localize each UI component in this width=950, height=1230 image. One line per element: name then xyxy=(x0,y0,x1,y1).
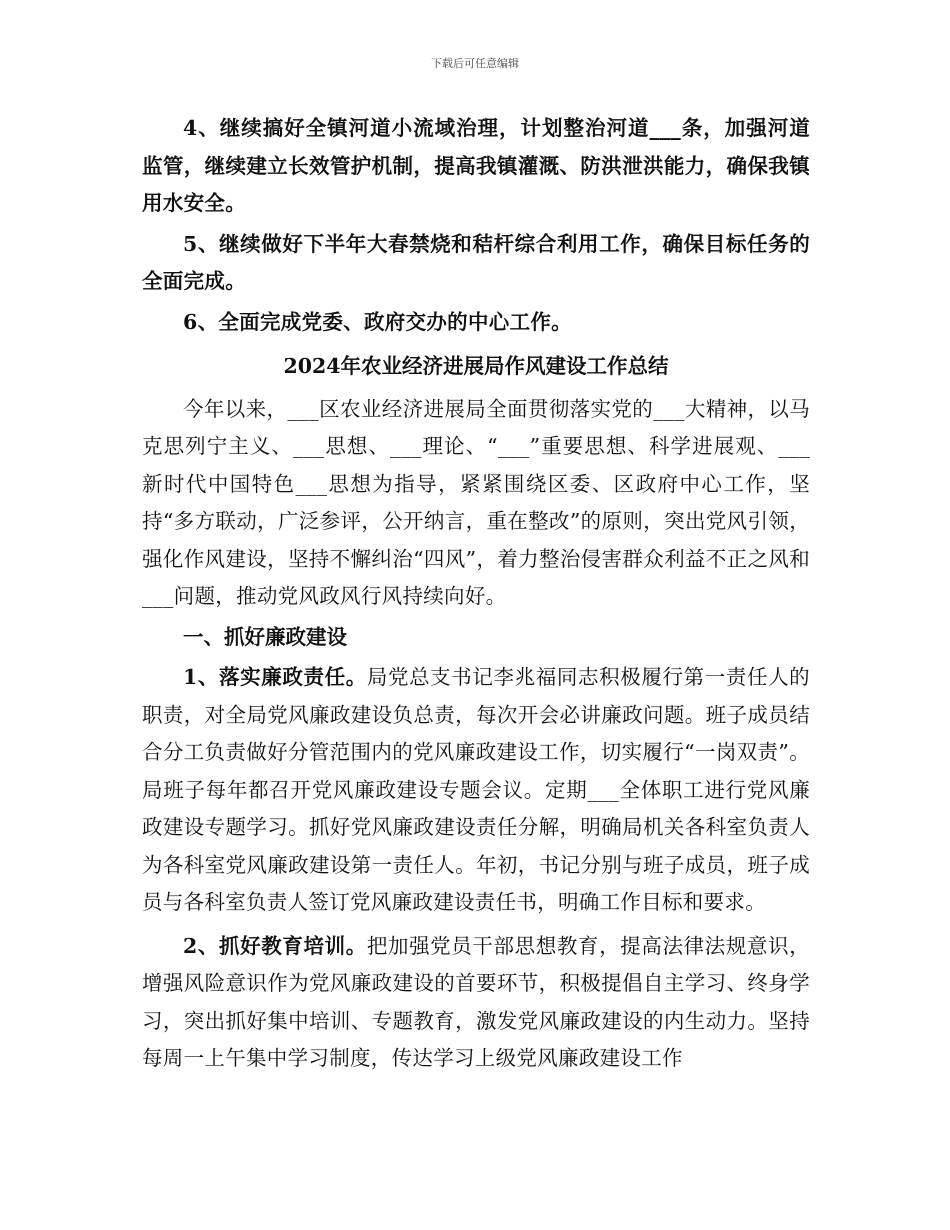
section1-item-2 xyxy=(142,928,810,1078)
section1-item-1 xyxy=(142,659,810,922)
document-body xyxy=(142,110,810,1078)
document-title: 2024年农业经济进展局作风建设工作总结 xyxy=(283,354,669,378)
section1-item-2-body: 把加强党员干部思想教育，提高法律法规意识，增强风险意识作为党风廉政建设的首要环节，积极提倡自主学习、终身学习，突出抓好集中培训、专题教育，激发党风廉政建设的内生动力。坚持每周一上午集中学习制度，传达学习上级党风廉政建设工作 xyxy=(142,933,810,1070)
intro-paragraph: 今年以来，___区农业经济进展局全面贯彻落实党的___大精神，以马克思列宁主义、___思想、___理论、“___”重要思想、科学进展观、___新时代中国特色___思想为指导，紧紧围绕区委、区政府中心工作，坚持“多方联动，广泛参评，公开纳言，重在整改”的原则，突出党风引领，强化作风建设，坚持不懈纠治“四风”，着力整治侵害群众利益不正之风和___问题，推动党风政风行风持续向好。 xyxy=(142,396,810,608)
page-header-note: 下载后可任意编辑 xyxy=(431,57,519,70)
section-heading-1: 一、抓好廉政建设 xyxy=(183,624,347,649)
list-item-5: 5、继续做好下半年大春禁烧和秸杆综合利用工作，确保目标任务的全面完成。 xyxy=(142,231,810,293)
section1-item-1-lead: 1、落实廉政责任。 xyxy=(183,665,367,689)
list-item-4: 4、继续搞好全镇河道小流域治理，计划整治河道___条，加强河道监管，继续建立长效管护机制，提高我镇灌溉、防洪泄洪能力，确保我镇用水安全。 xyxy=(142,116,810,215)
section1-item-2-lead: 2、抓好教育培训。 xyxy=(183,933,367,958)
section1-item-1-body: 局党总支书记李兆福同志积极履行第一责任人的职责，对全局党风廉政建设负总责，每次开会必讲廉政问题。班子成员结合分工负责做好分管范围内的党风廉政建设工作，切实履行“一岗双责”。局班子每年都召开党风廉政建设专题会议。定期___全体职工进行党风廉政建设专题学习。抓好党风廉政建设责任分解，明确局机关各科室负责人为各科室党风廉政建设第一责任人。年初，书记分别与班子成员，班子成员与各科室负责人签订党风廉政建设责任书，明确工作目标和要求。 xyxy=(142,665,810,914)
list-item-6: 6、全面完成党委、政府交办的中心工作。 xyxy=(183,309,572,334)
